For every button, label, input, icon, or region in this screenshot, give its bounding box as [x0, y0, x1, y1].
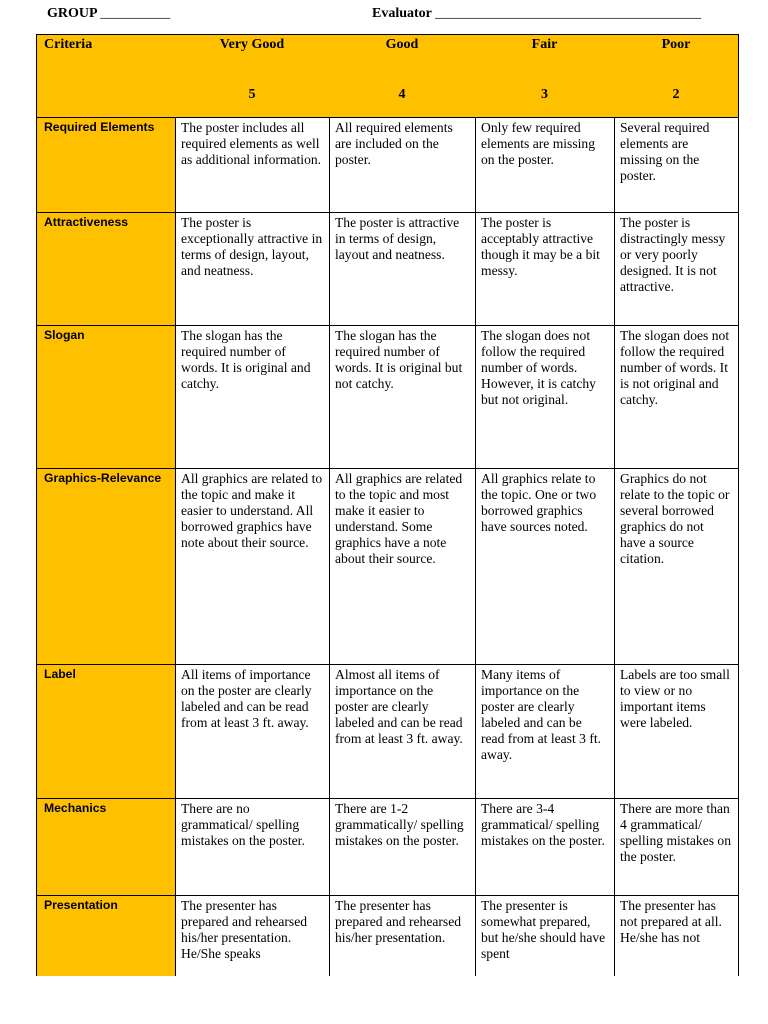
table-cell: Several required elements are missing on the poster.	[614, 118, 739, 213]
table-cell: There are more than 4 grammatical/ spelling mistakes on the poster.	[614, 799, 739, 896]
criterion-label: Graphics-Relevance	[36, 469, 176, 665]
table-row	[36, 213, 739, 326]
table-cell: The slogan does not follow the required number of words. It is not original and catchy.	[614, 326, 739, 469]
table-cell: All required elements are included on the poster.	[329, 118, 476, 213]
points-poor: 2	[672, 87, 680, 102]
group-label: GROUP	[47, 6, 97, 21]
table-cell: Almost all items of importance on the poster are clearly labeled and can be read from at least 3 ft. away.	[329, 665, 476, 799]
table-cell: Only few required elements are missing on the poster.	[475, 118, 615, 213]
table-cell: The presenter has not prepared at all. He/she has not	[614, 896, 739, 976]
evaluator-label: Evaluator	[372, 6, 432, 21]
criterion-label: Label	[36, 665, 176, 799]
table-cell: The poster is acceptably attractive though it may be a bit messy.	[475, 213, 615, 326]
table-row	[36, 896, 739, 976]
table-cell: The poster is attractive in terms of design, layout and neatness.	[329, 213, 476, 326]
rubric-table	[36, 34, 739, 976]
table-cell: The poster includes all required elements as well as additional information.	[175, 118, 330, 213]
table-header-row	[36, 34, 739, 118]
criterion-label: Mechanics	[36, 799, 176, 896]
points-good: 4	[398, 87, 406, 102]
evaluator-blank: ______________________________________	[435, 6, 702, 21]
table-row	[36, 118, 739, 213]
table-cell: The slogan does not follow the required number of words. However, it is catchy but not original.	[475, 326, 615, 469]
points-very-good: 5	[248, 87, 256, 102]
table-cell: The presenter has prepared and rehearsed his/her presentation.	[329, 896, 476, 976]
evaluator-field	[372, 6, 701, 22]
points-fair: 3	[541, 87, 548, 102]
table-cell: The presenter is somewhat prepared, but he/she should have spent	[475, 896, 615, 976]
column-header-poor: Poor 2	[614, 34, 739, 118]
table-row	[36, 665, 739, 799]
table-cell: The slogan has the required number of words. It is original but not catchy.	[329, 326, 476, 469]
criterion-label: Presentation	[36, 896, 176, 976]
table-cell: There are 1-2 grammatically/ spelling mistakes on the poster.	[329, 799, 476, 896]
column-header-good: Good 4	[329, 34, 476, 118]
column-header-criteria: Criteria	[36, 34, 176, 118]
criterion-label: Attractiveness	[36, 213, 176, 326]
table-cell: The presenter has prepared and rehearsed his/her presentation. He/She speaks	[175, 896, 330, 976]
column-header-very-good: Very Good 5	[175, 34, 330, 118]
table-cell: All graphics are related to the topic and most make it easier to understand. Some graphics have a note about their source.	[329, 469, 476, 665]
table-row	[36, 469, 739, 665]
table-cell: The poster is exceptionally attractive in terms of design, layout, and neatness.	[175, 213, 330, 326]
group-field	[47, 6, 170, 22]
table-cell: All graphics relate to the topic. One or two borrowed graphics have sources noted.	[475, 469, 615, 665]
column-header-fair: Fair 3	[475, 34, 615, 118]
table-cell: All items of importance on the poster are clearly labeled and can be read from at least 3 ft. away.	[175, 665, 330, 799]
criterion-label: Slogan	[36, 326, 176, 469]
table-cell: There are no grammatical/ spelling mistakes on the poster.	[175, 799, 330, 896]
table-cell: There are 3-4 grammatical/ spelling mistakes on the poster.	[475, 799, 615, 896]
criterion-label: Required Elements	[36, 118, 176, 213]
table-row	[36, 799, 739, 896]
table-cell: The slogan has the required number of words. It is original and catchy.	[175, 326, 330, 469]
group-blank: __________	[100, 6, 171, 21]
table-row	[36, 326, 739, 469]
table-cell: The poster is distractingly messy or very poorly designed. It is not attractive.	[614, 213, 739, 326]
table-cell: Graphics do not relate to the topic or several borrowed graphics do not have a source citation.	[614, 469, 739, 665]
table-cell: Labels are too small to view or no important items were labeled.	[614, 665, 739, 799]
table-cell: All graphics are related to the topic and make it easier to understand. All borrowed graphics have note about their source.	[175, 469, 330, 665]
table-cell: Many items of importance on the poster are clearly labeled and can be read from at least 3 ft. away.	[475, 665, 615, 799]
